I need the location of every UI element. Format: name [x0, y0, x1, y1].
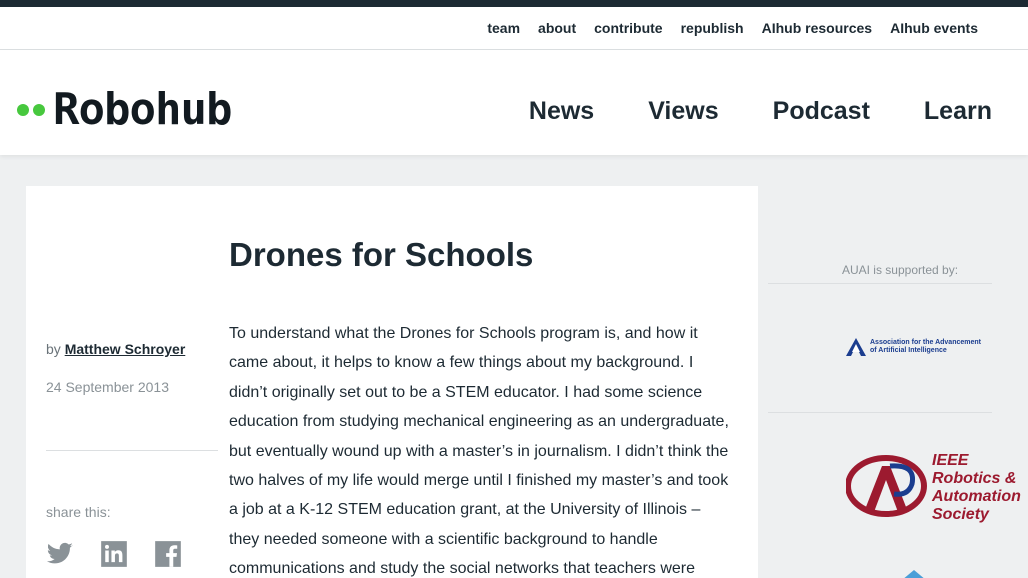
- article-title: Drones for Schools: [229, 236, 534, 273]
- ieee-line1: IEEE: [932, 452, 969, 469]
- util-link-republish[interactable]: republish: [680, 20, 744, 36]
- nav-podcast[interactable]: Podcast: [772, 97, 870, 125]
- meta-divider: [46, 450, 218, 451]
- logo-dot: [33, 104, 45, 116]
- sidebar: [768, 186, 1021, 578]
- sidebar-divider: [768, 412, 992, 413]
- utility-nav: [0, 7, 1028, 50]
- nav-news[interactable]: News: [528, 97, 595, 125]
- nav-views[interactable]: Views: [648, 97, 719, 125]
- article-body: To understand what the Drones for Schools program is, and how it came about, it helps to know a few things about my background. I didn’t originally set out to be a STEM educator. I had some science education from studying mechanical engineering as an undergraduate, but eventually wound up with a master’s in journalism. I didn’t think the two halves of my life would merge until I finished my master’s and took a job at a K-12 STEM education grant, at the University of Illinois – they needed someone with a scientific background to handle communications and study the social networks that teachers were: [229, 325, 729, 578]
- logo-wordmark: Robohub: [53, 84, 232, 135]
- article-date: 24 September 2013: [46, 379, 169, 395]
- util-link-contribute[interactable]: contribute: [594, 20, 663, 36]
- aaai-logo[interactable]: [846, 338, 981, 356]
- supported-by-label: AUAI is supported by:: [841, 263, 959, 277]
- util-link-about[interactable]: about: [538, 20, 577, 36]
- logo-dots: [17, 104, 45, 116]
- ieee-line3: Automation: [932, 488, 1021, 505]
- facebook-icon[interactable]: [154, 540, 182, 568]
- site-header: [0, 50, 1028, 155]
- util-link-aihub-resources[interactable]: AIhub resources: [761, 20, 873, 36]
- ieee-line4: Society: [932, 506, 989, 523]
- main-nav: [529, 97, 992, 126]
- article-byline: [46, 341, 185, 357]
- aaai-emblem-icon: [846, 338, 866, 356]
- aaai-text: [870, 339, 981, 355]
- sidebar-divider: [768, 283, 992, 284]
- share-label: share this:: [46, 504, 111, 520]
- util-link-aihub-events[interactable]: AIhub events: [890, 20, 978, 36]
- article-card: [26, 186, 758, 578]
- ieee-ras-text: [932, 452, 1021, 524]
- ieee-line2: Robotics &: [932, 470, 1017, 487]
- site-logo[interactable]: [17, 86, 231, 134]
- aaai-line2: of Artificial Intelligence: [870, 347, 947, 354]
- top-bar: [0, 0, 1028, 7]
- logo-dot: [17, 104, 29, 116]
- share-icons: [46, 540, 182, 568]
- ieee-ras-logo[interactable]: [846, 452, 1028, 522]
- util-link-team[interactable]: team: [487, 20, 521, 36]
- author-link[interactable]: Matthew Schroyer: [64, 341, 186, 357]
- nav-learn[interactable]: Learn: [923, 97, 992, 125]
- ieee-ras-emblem-icon: [846, 452, 930, 522]
- aaai-line1: Association for the Advancement: [870, 339, 981, 346]
- byline-prefix: by: [46, 341, 61, 357]
- twitter-icon[interactable]: [46, 540, 74, 568]
- linkedin-icon[interactable]: [100, 540, 128, 568]
- sponsor-logo-partial-icon: [902, 570, 926, 578]
